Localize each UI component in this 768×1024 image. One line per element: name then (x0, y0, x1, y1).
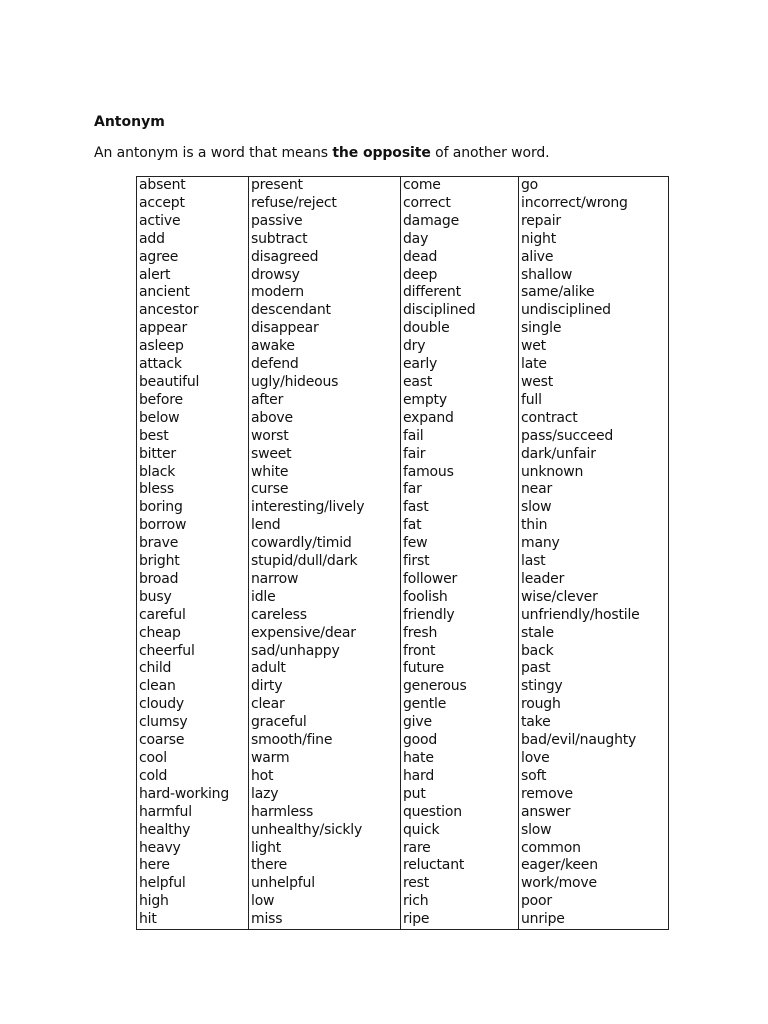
table-cell: refuse/reject (249, 195, 401, 213)
table-cell: interesting/lively (249, 499, 401, 517)
table-cell: below (137, 410, 249, 428)
table-cell: stingy (519, 678, 669, 696)
table-row (137, 338, 669, 356)
table-row (137, 678, 669, 696)
table-cell: cold (137, 768, 249, 786)
table-cell: damage (401, 213, 519, 231)
table-cell: high (137, 893, 249, 911)
table-cell: reluctant (401, 857, 519, 875)
table-cell: borrow (137, 517, 249, 535)
table-cell: accept (137, 195, 249, 213)
table-cell: harmful (137, 804, 249, 822)
table-cell: last (519, 553, 669, 571)
table-cell: different (401, 284, 519, 302)
table-cell: wise/clever (519, 589, 669, 607)
table-cell: empty (401, 392, 519, 410)
table-cell: brave (137, 535, 249, 553)
table-cell: repair (519, 213, 669, 231)
table-cell: smooth/fine (249, 732, 401, 750)
table-cell: best (137, 428, 249, 446)
table-cell: narrow (249, 571, 401, 589)
table-cell: fast (401, 499, 519, 517)
table-cell: graceful (249, 714, 401, 732)
table-row (137, 392, 669, 410)
table-cell: absent (137, 177, 249, 195)
table-cell: unknown (519, 464, 669, 482)
table-cell: eager/keen (519, 857, 669, 875)
table-cell: come (401, 177, 519, 195)
table-cell: helpful (137, 875, 249, 893)
table-cell: double (401, 320, 519, 338)
table-row (137, 302, 669, 320)
table-cell: expensive/dear (249, 625, 401, 643)
table-row (137, 840, 669, 858)
table-cell: poor (519, 893, 669, 911)
table-cell: dry (401, 338, 519, 356)
table-cell: correct (401, 195, 519, 213)
table-cell: healthy (137, 822, 249, 840)
table-cell: fail (401, 428, 519, 446)
table-cell: hit (137, 911, 249, 929)
table-row (137, 213, 669, 231)
table-cell: cowardly/timid (249, 535, 401, 553)
table-cell: low (249, 893, 401, 911)
table-cell: work/move (519, 875, 669, 893)
table-cell: late (519, 356, 669, 374)
table-cell: lazy (249, 786, 401, 804)
table-cell: disagreed (249, 249, 401, 267)
table-row (137, 517, 669, 535)
table-cell: follower (401, 571, 519, 589)
table-cell: white (249, 464, 401, 482)
table-row (137, 607, 669, 625)
table-cell: disciplined (401, 302, 519, 320)
table-cell: generous (401, 678, 519, 696)
table-row (137, 714, 669, 732)
table-cell: sad/unhappy (249, 643, 401, 661)
table-cell: past (519, 660, 669, 678)
table-row (137, 535, 669, 553)
table-cell: drowsy (249, 267, 401, 285)
table-cell: rough (519, 696, 669, 714)
table-cell: adult (249, 660, 401, 678)
table-cell: contract (519, 410, 669, 428)
table-row (137, 231, 669, 249)
table-cell: sweet (249, 446, 401, 464)
table-cell: question (401, 804, 519, 822)
table-cell: answer (519, 804, 669, 822)
table-cell: back (519, 643, 669, 661)
table-cell: few (401, 535, 519, 553)
table-cell: black (137, 464, 249, 482)
table-cell: put (401, 786, 519, 804)
table-cell: fresh (401, 625, 519, 643)
table-cell: fat (401, 517, 519, 535)
table-cell: future (401, 660, 519, 678)
table-cell: here (137, 857, 249, 875)
table-row (137, 643, 669, 661)
table-cell: curse (249, 481, 401, 499)
table-cell: many (519, 535, 669, 553)
intro-text-start: An antonym is a word that means (94, 145, 333, 161)
table-cell: near (519, 481, 669, 499)
table-cell: cheap (137, 625, 249, 643)
table-cell: love (519, 750, 669, 768)
table-row (137, 911, 669, 929)
table-cell: worst (249, 428, 401, 446)
table-cell: incorrect/wrong (519, 195, 669, 213)
table-cell: heavy (137, 840, 249, 858)
table-cell: clear (249, 696, 401, 714)
table-cell: above (249, 410, 401, 428)
table-row (137, 589, 669, 607)
table-cell: full (519, 392, 669, 410)
table-cell: harmless (249, 804, 401, 822)
table-cell: unhelpful (249, 875, 401, 893)
table-cell: cloudy (137, 696, 249, 714)
table-cell: early (401, 356, 519, 374)
table-cell: soft (519, 768, 669, 786)
table-cell: deep (401, 267, 519, 285)
table-cell: bright (137, 553, 249, 571)
table-cell: broad (137, 571, 249, 589)
table-row (137, 571, 669, 589)
table-row (137, 660, 669, 678)
table-cell: friendly (401, 607, 519, 625)
table-cell: ripe (401, 911, 519, 929)
table-row (137, 893, 669, 911)
table-cell: active (137, 213, 249, 231)
table-row (137, 428, 669, 446)
table-cell: rest (401, 875, 519, 893)
table-cell: beautiful (137, 374, 249, 392)
table-cell: before (137, 392, 249, 410)
table-row (137, 804, 669, 822)
table-cell: defend (249, 356, 401, 374)
table-cell: light (249, 840, 401, 858)
table-cell: unhealthy/sickly (249, 822, 401, 840)
table-cell: foolish (401, 589, 519, 607)
table-cell: attack (137, 356, 249, 374)
table-cell: unfriendly/hostile (519, 607, 669, 625)
intro-text-bold: the opposite (332, 145, 431, 161)
table-row (137, 625, 669, 643)
table-cell: give (401, 714, 519, 732)
table-cell: east (401, 374, 519, 392)
table-cell: awake (249, 338, 401, 356)
table-cell: warm (249, 750, 401, 768)
table-cell: careful (137, 607, 249, 625)
table-cell: same/alike (519, 284, 669, 302)
table-cell: busy (137, 589, 249, 607)
table-row (137, 750, 669, 768)
table-cell: far (401, 481, 519, 499)
table-cell: ugly/hideous (249, 374, 401, 392)
antonym-table (136, 176, 669, 930)
table-cell: shallow (519, 267, 669, 285)
table-cell: alert (137, 267, 249, 285)
table-cell: ancestor (137, 302, 249, 320)
table-row (137, 356, 669, 374)
table-cell: appear (137, 320, 249, 338)
table-cell: day (401, 231, 519, 249)
table-cell: bitter (137, 446, 249, 464)
table-cell: clean (137, 678, 249, 696)
table-row (137, 320, 669, 338)
page-title: Antonym (94, 114, 165, 130)
table-row (137, 768, 669, 786)
table-cell: unripe (519, 911, 669, 929)
table-row (137, 822, 669, 840)
table-cell: famous (401, 464, 519, 482)
table-cell: miss (249, 911, 401, 929)
table-cell: dead (401, 249, 519, 267)
table-row (137, 177, 669, 195)
table-cell: present (249, 177, 401, 195)
table-cell: expand (401, 410, 519, 428)
table-cell: undisciplined (519, 302, 669, 320)
table-cell: careless (249, 607, 401, 625)
table-row (137, 284, 669, 302)
table-cell: slow (519, 822, 669, 840)
table-cell: night (519, 231, 669, 249)
table-cell: single (519, 320, 669, 338)
table-cell: coarse (137, 732, 249, 750)
table-row (137, 464, 669, 482)
table-cell: rich (401, 893, 519, 911)
table-row (137, 857, 669, 875)
intro-paragraph (94, 145, 550, 161)
table-cell: hard-working (137, 786, 249, 804)
antonym-table-body (137, 177, 669, 930)
table-cell: common (519, 840, 669, 858)
table-cell: bad/evil/naughty (519, 732, 669, 750)
table-cell: first (401, 553, 519, 571)
table-cell: boring (137, 499, 249, 517)
table-row (137, 786, 669, 804)
table-cell: quick (401, 822, 519, 840)
table-row (137, 249, 669, 267)
table-cell: modern (249, 284, 401, 302)
table-row (137, 481, 669, 499)
table-cell: rare (401, 840, 519, 858)
table-row (137, 374, 669, 392)
table-cell: pass/succeed (519, 428, 669, 446)
table-cell: good (401, 732, 519, 750)
table-cell: add (137, 231, 249, 249)
table-row (137, 499, 669, 517)
table-cell: dirty (249, 678, 401, 696)
table-cell: thin (519, 517, 669, 535)
table-cell: passive (249, 213, 401, 231)
table-cell: fair (401, 446, 519, 464)
table-cell: leader (519, 571, 669, 589)
table-cell: alive (519, 249, 669, 267)
table-row (137, 732, 669, 750)
table-cell: agree (137, 249, 249, 267)
table-cell: descendant (249, 302, 401, 320)
table-cell: wet (519, 338, 669, 356)
table-cell: hot (249, 768, 401, 786)
table-cell: cheerful (137, 643, 249, 661)
table-cell: lend (249, 517, 401, 535)
table-row (137, 446, 669, 464)
table-cell: idle (249, 589, 401, 607)
table-row (137, 195, 669, 213)
table-cell: there (249, 857, 401, 875)
table-row (137, 696, 669, 714)
table-cell: hate (401, 750, 519, 768)
table-cell: bless (137, 481, 249, 499)
table-row (137, 875, 669, 893)
table-row (137, 267, 669, 285)
table-cell: stupid/dull/dark (249, 553, 401, 571)
table-row (137, 553, 669, 571)
table-cell: after (249, 392, 401, 410)
table-cell: west (519, 374, 669, 392)
table-cell: dark/unfair (519, 446, 669, 464)
table-cell: hard (401, 768, 519, 786)
table-cell: ancient (137, 284, 249, 302)
table-cell: front (401, 643, 519, 661)
table-row (137, 410, 669, 428)
table-cell: stale (519, 625, 669, 643)
table-cell: cool (137, 750, 249, 768)
table-cell: disappear (249, 320, 401, 338)
intro-text-end: of another word. (430, 145, 550, 161)
table-cell: slow (519, 499, 669, 517)
table-cell: clumsy (137, 714, 249, 732)
table-cell: child (137, 660, 249, 678)
table-cell: asleep (137, 338, 249, 356)
table-cell: subtract (249, 231, 401, 249)
table-cell: take (519, 714, 669, 732)
table-cell: gentle (401, 696, 519, 714)
table-cell: go (519, 177, 669, 195)
table-cell: remove (519, 786, 669, 804)
